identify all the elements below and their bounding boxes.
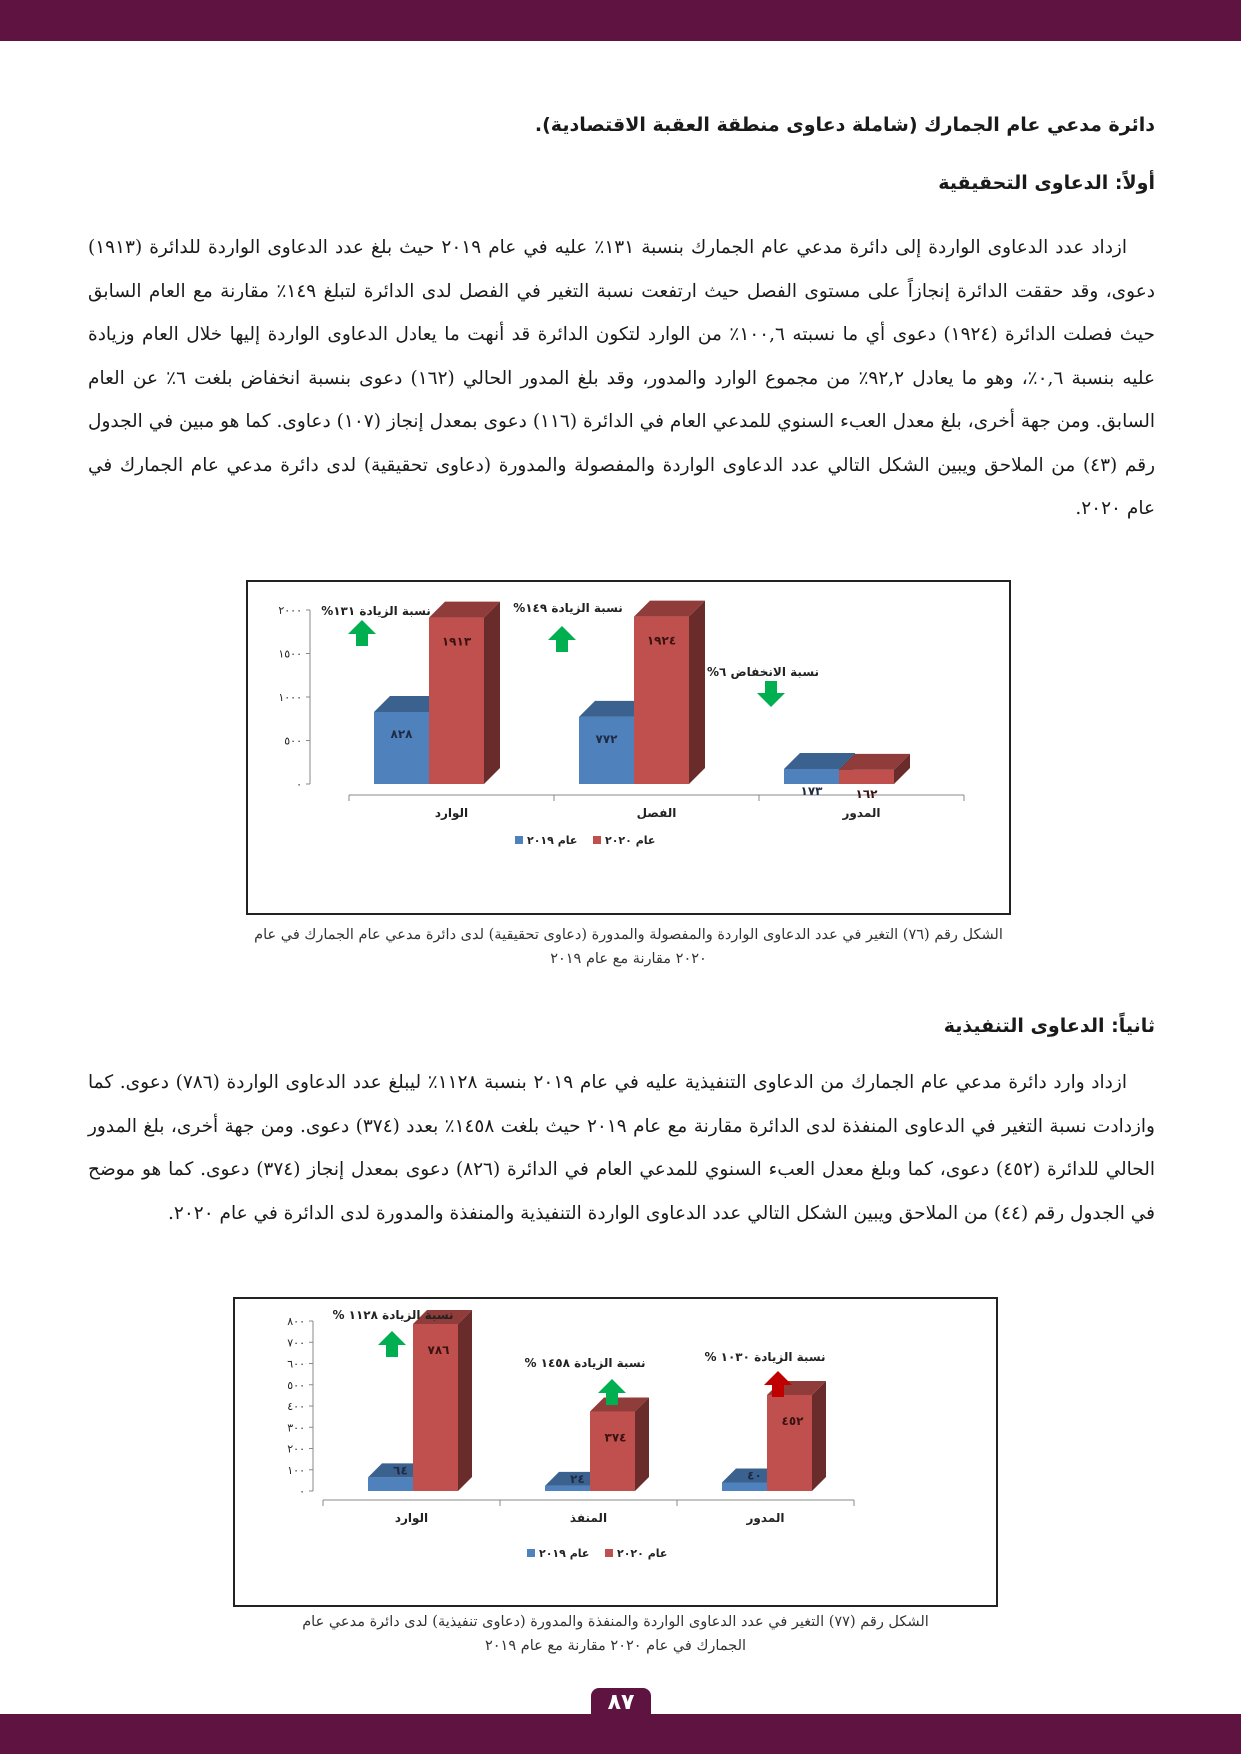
- chart-77-y-tick-label: ٤٠٠: [287, 1400, 305, 1413]
- chart-77-legend-label-2020: عام ٢٠٢٠: [617, 1547, 668, 1560]
- chart-76-caption-line-1: الشكل رقم (٧٦) التغير في عدد الدعاوى الواردة والمفصولة والمدورة (دعاوى تحقيقية) لدى دائرة مدعي عام الجمارك في عام: [254, 927, 1003, 943]
- chart-77-y-tick-label: ٦٠٠: [287, 1357, 305, 1371]
- chart-77-label-2019-2: ٤٠: [747, 1468, 762, 1483]
- chart-76-y-tick-label: ٥٠٠: [284, 734, 302, 748]
- chart-76-annotation-0: نسبة الزيادة ١٣١%: [321, 604, 431, 618]
- chart-77-label-2020-2: ٤٥٢: [781, 1413, 804, 1428]
- chart-77-label-2019-1: ٢٤: [570, 1471, 585, 1486]
- chart-76-label-2020-2: ١٦٢: [855, 786, 878, 801]
- chart-76-legend-label-2020: عام ٢٠٢٠: [605, 834, 656, 847]
- chart-77-label-2019-0: ٦٤: [393, 1463, 408, 1478]
- section-2-text: ازداد وارد دائرة مدعي عام الجمارك من الدعاوى التنفيذية عليه في عام ٢٠١٩ بنسبة ١١٢٨٪ ليبلغ عدد الدعاوى الواردة (٧٨٦) دعوى. كما وازدادت نسبة التغير في الدعاوى المنفذة لدى الدائرة مقارنة مع عام ٢٠١٩ حيث بلغت ١٤٥٨٪ بعدد (٣٧٤) دعوى. ومن جهة أخرى، بلغ المدور الحالي للدائرة (٤٥٢) دعوى، كما وبلغ معدل العبء السنوي للمدعي العام في الدائرة (٨٢٦) دعوى بمعدل إنجاز (٣٧٤) دعوى. كما هو موضح في الجدول رقم (٤٤) من الملاحق ويبين الشكل التالي عدد الدعاوى الواردة التنفيذية والمنفذة والمدورة لدى الدائرة في عام ٢٠٢٠.: [88, 1072, 1155, 1224]
- chart-77-y-tick-label: ٠: [299, 1485, 305, 1498]
- chart-77-bar-2020-1-front: [590, 1412, 635, 1491]
- chart-77-y-tick-label: ٢٠٠: [287, 1442, 305, 1456]
- chart-77-bar-2020-0: [413, 1310, 472, 1491]
- chart-77-arrow-icon-0: [378, 1331, 406, 1357]
- section-1-heading: أولاً: الدعاوى التحقيقية: [938, 172, 1155, 194]
- chart-76-y-tick-label: ١٠٠٠: [278, 691, 302, 704]
- chart-76-label-2020-0: ١٩١٣: [441, 634, 472, 649]
- chart-76-caption: [246, 923, 1011, 971]
- chart-77-annotation-1: نسبة الزيادة ١٤٥٨ %: [524, 1356, 646, 1370]
- chart-77-annotation-2: نسبة الزيادة ١٠٣٠ %: [704, 1350, 826, 1364]
- chart-77-y-tick-label: ١٠٠: [287, 1463, 305, 1477]
- chart-77-bar-2019-0-front: [368, 1477, 413, 1491]
- chart-76-bar-2020-1: [634, 601, 705, 784]
- chart-77-caption-line-2: الجمارك في عام ٢٠٢٠ مقارنة مع عام ٢٠١٩: [484, 1638, 747, 1654]
- chart-76-bar-2020-0: [429, 602, 500, 784]
- chart-76-caption-line-2: ٢٠٢٠ مقارنة مع عام ٢٠١٩: [550, 951, 707, 967]
- chart-76-annotation-1: نسبة الزيادة ١٤٩%: [513, 601, 623, 615]
- chart-76: [246, 580, 1011, 915]
- chart-76-arrow-icon-1: [548, 626, 576, 652]
- chart-76-label-2019-0: ٨٢٨: [390, 726, 413, 741]
- chart-77-annotation-0: نسبة الزيادة ١١٢٨ %: [332, 1308, 454, 1322]
- chart-76-legend: [515, 834, 655, 847]
- chart-77-category-label-2: المدور: [746, 1511, 785, 1525]
- chart-77-bar-2020-1-side: [635, 1398, 649, 1491]
- chart-76-y-tick-label: ٠: [296, 778, 302, 791]
- chart-76-category-label-2: المدور: [842, 806, 881, 820]
- chart-76-legend-swatch-2019: [515, 836, 523, 844]
- chart-76-y-tick-label: ١٥٠٠: [278, 647, 302, 661]
- chart-77-caption-line-1: الشكل رقم (٧٧) التغير في عدد الدعاوى الواردة والمنفذة والمدورة (دعاوى تنفيذية) لدى دائرة مدعي عام: [302, 1614, 929, 1630]
- chart-77-category-label-1: المنفذ: [569, 1511, 608, 1525]
- chart-76-bar-2019-1-front: [579, 717, 634, 784]
- chart-76-y-tick-label: ٢٠٠٠: [278, 604, 302, 617]
- chart-77: [233, 1297, 998, 1607]
- chart-77-label-2020-0: ٧٨٦: [427, 1342, 450, 1357]
- chart-77-bar-2020-2: [767, 1381, 826, 1491]
- chart-76-legend-label-2019: عام ٢٠١٩: [527, 834, 578, 847]
- chart-76-arrow-icon-2: [757, 681, 785, 707]
- chart-76-annotation-2: نسبة الانخفاض ٦%: [706, 665, 820, 679]
- chart-77-label-2020-1: ٣٧٤: [604, 1430, 627, 1445]
- section-1-paragraph: [88, 226, 1155, 531]
- chart-76-bar-2019-2-front: [784, 769, 839, 784]
- chart-77-legend: [527, 1547, 667, 1560]
- chart-76-bar-2020-2-front: [839, 770, 894, 784]
- chart-76-label-2020-1: ١٩٢٤: [646, 633, 677, 648]
- chart-77-y-tick-label: ٥٠٠: [287, 1378, 305, 1392]
- chart-77-bar-2019-2-front: [722, 1483, 767, 1492]
- header-band: [0, 0, 1241, 41]
- chart-77-y-tick-label: ٣٠٠: [287, 1421, 305, 1435]
- chart-77-legend-label-2019: عام ٢٠١٩: [539, 1547, 590, 1560]
- chart-77-svg: [235, 1299, 996, 1605]
- chart-77-bar-2019-1-front: [545, 1486, 590, 1491]
- chart-76-bar-2020-1-side: [689, 601, 705, 784]
- chart-76-svg: [248, 582, 1009, 913]
- section-1-text: ازداد عدد الدعاوى الواردة إلى دائرة مدعي عام الجمارك بنسبة ١٣١٪ عليه في عام ٢٠١٩ حيث بلغ عدد الدعاوى الواردة للدائرة (١٩١٣) دعوى، وقد حققت الدائرة إنجازاً على مستوى الفصل حيث ارتفعت نسبة التغير في الفصل لدى الدائرة لتبلغ ١٤٩٪ مقارنة مع العام السابق حيث فصلت الدائرة (١٩٢٤) دعوى أي ما نسبته ١٠٠,٦٪ من الوارد لتكون الدائرة قد أنهت ما يعادل الدعاوى الواردة إليها خلال العام وزيادة عليه بنسبة ٠,٦٪، وهو ما يعادل ٩٢,٢٪ من مجموع الوارد والمدور، وقد بلغ المدور الحالي (١٦٢) دعوى بنسبة انخفاض بلغت ٦٪ عن العام السابق. ومن جهة أخرى، بلغ معدل العبء السنوي للمدعي العام في الدائرة (١١٦) دعوى بمعدل إنجاز (١٠٧) دعاوى. كما هو مبين في الجدول رقم (٤٣) من الملاحق ويبين الشكل التالي عدد الدعاوى الواردة والمفصولة والمدورة (دعاوى تحقيقية) لدى دائرة مدعي عام الجمارك في عام ٢٠٢٠.: [88, 237, 1155, 519]
- footer-band: [0, 1714, 1241, 1754]
- chart-76-label-2019-2: ١٧٣: [800, 783, 823, 798]
- chart-76-bar-2019-0-front: [374, 712, 429, 784]
- chart-76-category-label-0: الوارد: [434, 806, 469, 820]
- chart-76-bar-2020-0-side: [484, 602, 500, 784]
- chart-77-caption: [233, 1610, 998, 1658]
- chart-77-bar-2020-0-side: [458, 1310, 472, 1491]
- page-number: ٨٧: [591, 1688, 651, 1718]
- section-2-heading: ثانياً: الدعاوى التنفيذية: [943, 1015, 1155, 1037]
- chart-77-legend-swatch-2019: [527, 1549, 535, 1557]
- chart-77-y-tick-label: ٨٠٠: [287, 1315, 305, 1328]
- chart-77-y-tick-label: ٧٠٠: [287, 1336, 305, 1350]
- chart-77-bar-2020-2-side: [812, 1381, 826, 1491]
- chart-76-category-label-1: الفصل: [636, 806, 677, 820]
- section-2-paragraph: [88, 1061, 1155, 1235]
- chart-77-bar-2020-2-front: [767, 1395, 812, 1491]
- page-title: دائرة مدعي عام الجمارك (شاملة دعاوى منطقة العقبة الاقتصادية).: [534, 114, 1155, 136]
- chart-76-label-2019-1: ٧٧٢: [595, 731, 618, 746]
- chart-77-category-label-0: الوارد: [394, 1511, 429, 1525]
- chart-76-arrow-icon-0: [348, 620, 376, 646]
- chart-77-legend-swatch-2020: [605, 1549, 613, 1557]
- chart-76-legend-swatch-2020: [593, 836, 601, 844]
